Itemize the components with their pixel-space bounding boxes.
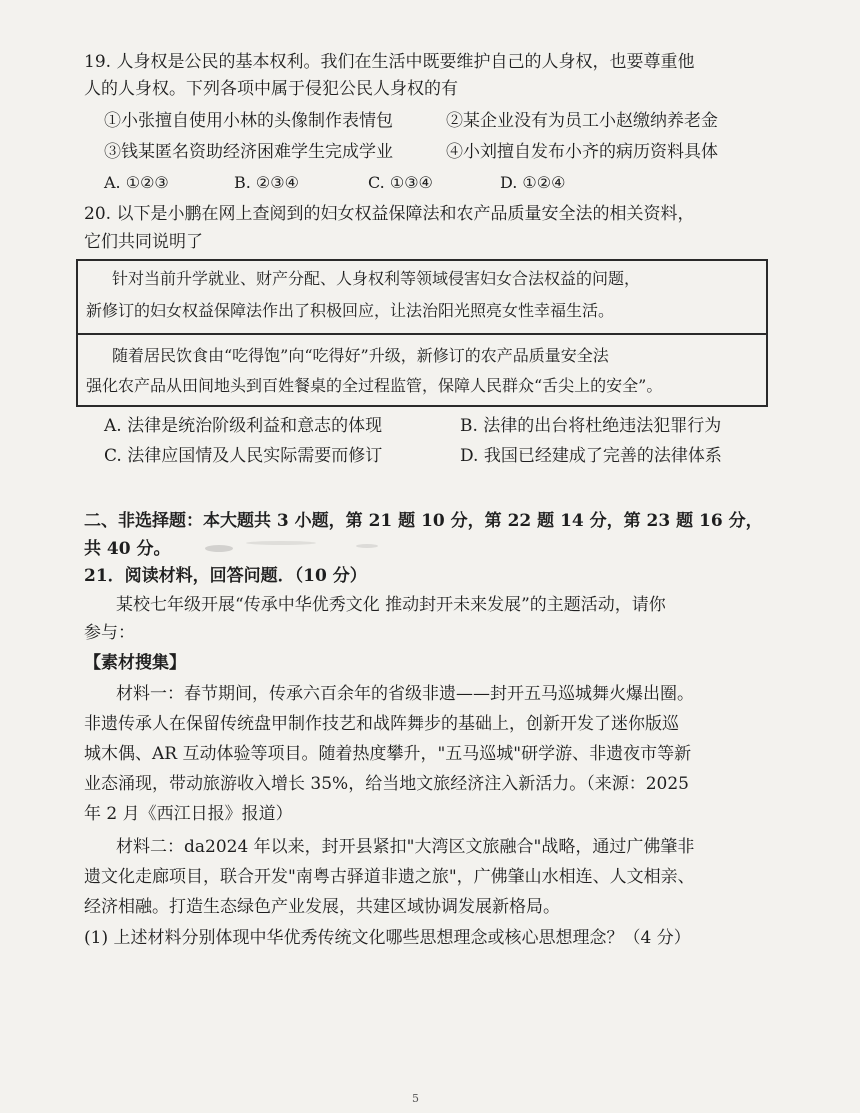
q20-option-c: C. 法律应国情及人民实际需要而修订 xyxy=(104,446,383,466)
q20-box1-line1: 针对当前升学就业、财产分配、人身权利等领域侵害妇女合法权益的问题， xyxy=(112,269,641,288)
q19-option-b: B. ②③④ xyxy=(234,173,299,192)
q21-material1-line4: 业态涌现，带动旅游收入增长 35%，给当地文旅经济注入新活力。（来源：2025 xyxy=(84,774,689,794)
q21-title: 21．阅读材料，回答问题．（10 分） xyxy=(84,566,367,586)
q21-material1-line5: 年 2 月《西江日报》报道） xyxy=(84,804,293,824)
q19-option-d: D. ①②④ xyxy=(500,173,566,192)
q19-item-1: ①小张擅自使用小林的头像制作表情包 xyxy=(104,111,393,131)
q20-material-box xyxy=(76,259,768,407)
q21-intro-line1: 某校七年级开展“传承中华优秀文化 推动封开未来发展”的主题活动，请你 xyxy=(116,595,666,615)
page-number: 5 xyxy=(412,1092,419,1105)
q20-option-b: B. 法律的出台将杜绝违法犯罪行为 xyxy=(460,416,722,436)
q19-option-a: A. ①②③ xyxy=(104,173,169,192)
q21-material1-line1: 材料一：春节期间，传承六百余年的省级非遗——封开五马巡城舞火爆出圈。 xyxy=(116,684,694,704)
q21-material1-line3: 城木偶、AR 互动体验等项目。随着热度攀升，"五马巡城"研学游、非遗夜市等新 xyxy=(84,744,692,764)
q20-stem-line1: 20. 以下是小鹏在网上查阅到的妇女权益保障法和农产品质量安全法的相关资料， xyxy=(84,204,695,224)
scan-smudge xyxy=(246,541,316,545)
q20-box1-line2: 新修订的妇女权益保障法作出了积极回应，让法治阳光照亮女性幸福生活。 xyxy=(86,301,615,320)
q19-item-2: ②某企业没有为员工小赵缴纳养老金 xyxy=(446,111,718,131)
q21-material2-line1: 材料二：da2024 年以来，封开县紧扣"大湾区文旅融合"战略，通过广佛肇非 xyxy=(116,837,695,857)
q21-material1-line2: 非遗传承人在保留传统盘甲制作技艺和战阵舞步的基础上，创新开发了迷你版巡 xyxy=(84,714,679,734)
q20-box-divider xyxy=(78,333,766,335)
q19-option-c: C. ①③④ xyxy=(368,173,433,192)
q21-material2-line3: 经济相融。打造生态绿色产业发展，共建区域协调发展新格局。 xyxy=(84,897,560,917)
q21-intro-line2: 参与： xyxy=(84,623,135,643)
q21-subquestion-1: (1) 上述材料分别体现中华优秀传统文化哪些思想理念或核心思想理念？（4 分） xyxy=(84,928,691,948)
q19-stem-line2: 人的人身权。下列各项中属于侵犯公民人身权的有 xyxy=(84,79,458,99)
q19-item-4: ④小刘擅自发布小齐的病历资料具体 xyxy=(446,142,718,162)
q20-box2-line1: 随着居民饮食由“吃得饱”向“吃得好”升级，新修订的农产品质量安全法 xyxy=(112,346,609,365)
scan-smudge xyxy=(205,545,233,552)
q21-material2-line2: 遗文化走廊项目，联合开发"南粤古驿道非遗之旅"，广佛肇山水相连、人文相亲、 xyxy=(84,867,695,887)
q20-option-d: D. 我国已经建成了完善的法律体系 xyxy=(460,446,722,466)
section2-header-line1: 二、非选择题：本大题共 3 小题，第 21 题 10 分，第 22 题 14 分，第 23 题 16 分， xyxy=(84,511,763,531)
q21-section-label: 【素材搜集】 xyxy=(84,653,186,673)
section2-header-line2: 共 40 分。 xyxy=(84,539,171,559)
q20-stem-line2: 它们共同说明了 xyxy=(84,232,203,252)
q19-stem-line1: 19. 人身权是公民的基本权利。我们在生活中既要维护自己的人身权，也要尊重他 xyxy=(84,52,695,72)
q19-item-3: ③钱某匿名资助经济困难学生完成学业 xyxy=(104,142,393,162)
q20-box2-line2: 强化农产品从田间地头到百姓餐桌的全过程监管，保障人民群众“舌尖上的安全”。 xyxy=(86,376,663,395)
scan-smudge xyxy=(356,544,378,548)
q20-option-a: A. 法律是统治阶级利益和意志的体现 xyxy=(104,416,383,436)
